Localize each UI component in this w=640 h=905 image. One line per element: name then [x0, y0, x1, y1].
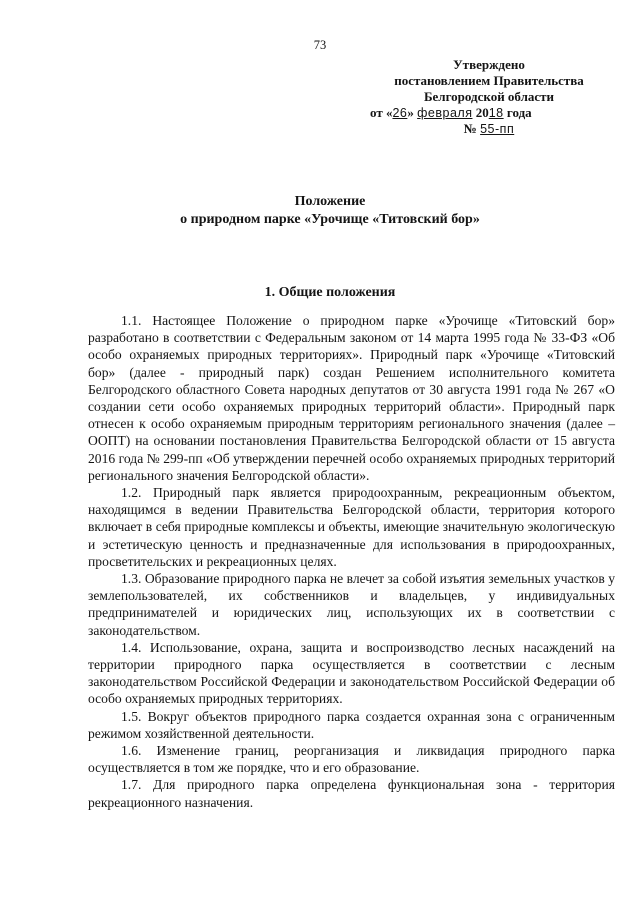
- approval-date: [370, 105, 618, 121]
- paragraph-1-7: 1.7. Для природного парка определена функциональная зона - территория рекреационного назначения.: [88, 777, 615, 810]
- approval-date-day: 26: [392, 106, 408, 120]
- approval-issuer: постановлением Правительства: [394, 73, 584, 88]
- document-title-line-1: Положение: [294, 194, 366, 209]
- paragraph-1-4: 1.4. Использование, охрана, защита и воспроизводство лесных насаждений на территории природного парка осуществляется в соответствии с лесным законодательством Российской Федерации и законодательством Российской Федерации об особо охраняемых природных территориях.: [88, 639, 615, 707]
- paragraph-1-5: 1.5. Вокруг объектов природного парка создается охранная зона с ограниченным режимом хозяйственной деятельности.: [88, 708, 615, 741]
- approval-number-prefix: №: [463, 121, 477, 136]
- paragraph-1-1: 1.1. Настоящее Положение о природном парке «Урочище «Титовский бор» разработано в соответствии с Федеральным законом от 14 марта 1995 года № 33-ФЗ «Об особо охраняемых природных территориях». Природный парк «Урочище «Титовский бор» (далее - природный парк) создан Решением исполнительного комитета Белгородского областного Совета народных депутатов от 30 августа 1991 года № 267 «О создании сети особо охраняемых природных территорий области». Природный парк отнесен к особо охраняемым природным территориям регионального значения (далее – ООПТ) на основании постановления Правительства Белгородской области от 15 августа 2016 года № 299-пп «Об утверждении перечней особо охраняемых природных территорий регионального значения Белгородской области».: [88, 313, 615, 483]
- approval-date-suffix: года: [506, 105, 532, 120]
- approval-date-open-quote: «: [385, 105, 393, 120]
- approval-number: [360, 121, 618, 137]
- approval-date-month: февраля: [417, 106, 473, 120]
- document-title: [80, 193, 580, 228]
- approval-number-value: 55-пп: [480, 122, 515, 136]
- approval-date-prefix: от: [370, 105, 383, 120]
- section-heading: 1. Общие положения: [264, 285, 396, 300]
- paragraph-1-6: 1.6. Изменение границ, реорганизация и ликвидация природного парка осуществляется в том же порядке, что и его образование.: [88, 743, 615, 776]
- approval-label: Утверждено: [453, 57, 525, 72]
- paragraph-1-3: 1.3. Образование природного парка не влечет за собой изъятия земельных участков у землепользователей, их собственников и владельцев, у индивидуальных предпринимателей и юридических лиц, использующих их в соответствии с законодательством.: [88, 571, 615, 638]
- approval-date-close-quote: »: [407, 105, 414, 120]
- paragraph-1-2: 1.2. Природный парк является природоохранным, рекреационным объектом, находящимся в ведении Правительства Белгородской области, территория которого включает в себя природные комплексы и объекты, имеющие значительную экологическую и эстетическую ценность и предназначенные для использования в природоохранных, просветительских и рекреационных целях.: [88, 485, 615, 569]
- document-title-line-2: о природном парке «Урочище «Титовский бор»: [180, 211, 480, 227]
- page-number: 73: [313, 38, 327, 52]
- section-body: [88, 312, 615, 811]
- approval-date-year-prefix: 20: [475, 105, 489, 120]
- approval-stamp: [360, 57, 618, 137]
- approval-region: Белгородской области: [423, 89, 555, 104]
- approval-date-year-suffix: 18: [488, 106, 504, 120]
